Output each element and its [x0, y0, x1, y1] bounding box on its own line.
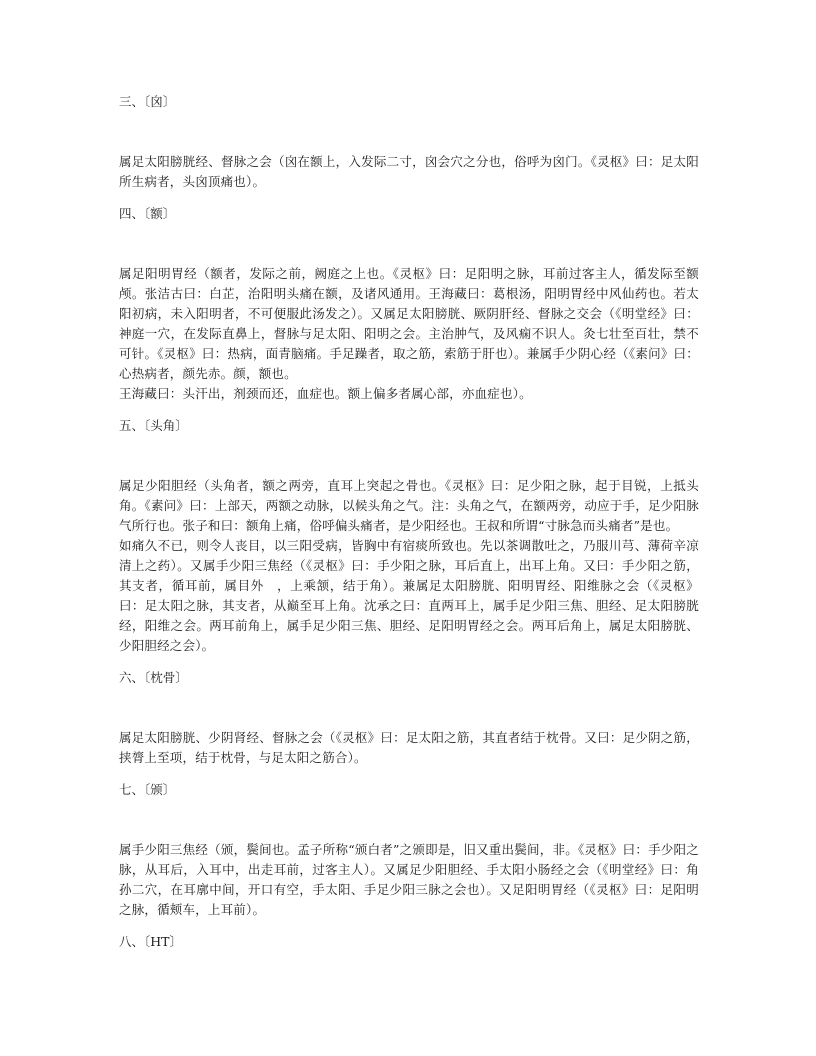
section-fontanel: [119, 92, 699, 204]
section-heading: 八、〔HT〕: [119, 934, 182, 949]
section-paragraph: 如痛久不已，则令人丧目，以三阳受病，皆胸中有宿痰所致也。先以茶调散吐之，乃服川芎、薄荷辛凉清上之药）。又属手少阳三焦经（《灵枢》曰：手少阳之脉，耳后直上，出耳上角。又曰：手少阳之筋，其支者，循耳前，属目外 ，上乘颔，结于角）。兼属足太阳膀胱、阳明胃经、阳维脉之会（《灵枢》曰：足太阳之脉，其支者，从巅至耳上角。沈承之曰：直两耳上，属手足少阳三焦、胆经、足太阳膀胱经，阳维之会。两耳前角上，属手足少阳三焦、胆经、足阳明胃经之会。两耳后角上，属足太阳膀胱、少阳胆经之会）。: [119, 538, 699, 653]
section-forehead: [119, 204, 699, 416]
section-paragraph: 属足太阳膀胱经、督脉之会（囟在额上，入发际二寸，囟会穴之分也，俗呼为囟门。《灵枢》曰：足太阳所生病者，头囟顶痛也）。: [119, 154, 699, 189]
section-ht: [119, 932, 699, 952]
section-paragraph: 属足太阳膀胱、少阴肾经、督脉之会（《灵枢》曰：足太阳之筋，其直者结于枕骨。又曰：足少阴之筋，挟膂上至项，结于枕骨，与足太阳之筋合）。: [119, 730, 699, 765]
section-paragraph: 属手少阳三焦经（颁，鬓间也。孟子所称“颁白者”之颁即是，旧又重出鬓间，非。《灵枢》曰：手少阳之脉，从耳后，入耳中，出走耳前，过客主人）。又属足少阳胆经、手太阳小肠经之会（《明堂经》曰：角孙二穴，在耳廓中间，开口有空，手太阳、手足少阳三脉之会也）。又足阳明胃经（《灵枢》曰：足阳明之脉，循颊车，上耳前）。: [119, 842, 699, 917]
document-page: [119, 92, 699, 952]
section-temple: [119, 780, 699, 932]
section-occipital: [119, 668, 699, 780]
section-heading: 七、〔颁〕: [119, 782, 176, 797]
section-heading: 六、〔枕骨〕: [119, 670, 188, 685]
section-heading: 四、〔额〕: [119, 206, 176, 221]
section-paragraph: 属足阳明胃经（额者，发际之前，阙庭之上也。《灵枢》曰：足阳明之脉，耳前过客主人，循发际至额颅。张洁古曰：白芷，治阳明头痛在额，及诸风通用。王海藏曰：葛根汤，阳明胃经中风仙药也。若太阳初病，未入阳明者，不可便服此汤发之）。又属足太阳膀胱、厥阴肝经、督脉之交会（《明堂经》曰：神庭一穴，在发际直鼻上，督脉与足太阳、阳明之会。主治肿气，及风痫不识人。灸七壮至百壮，禁不可针。《灵枢》曰：热病，面青脑痛。手足躁者，取之筋，索筋于肝也）。兼属手少阴心经（《素问》曰：心热病者，颜先赤。颜，额也。: [119, 266, 699, 381]
section-heading: 五、〔头角〕: [119, 418, 188, 433]
section-paragraph: 属足少阳胆经（头角者，额之两旁，直耳上突起之骨也。《灵枢》曰：足少阳之脉，起于目锐，上抵头角。《素问》曰：上部天，两额之动脉，以候头角之气。注：头角之气，在额两旁，动应于手，足少阳脉气所行也。张子和曰：额角上痛，俗呼偏头痛者，是少阳经也。王叔和所谓“寸脉急而头痛者”是也。: [119, 478, 699, 533]
section-paragraph: 王海藏曰：头汗出，剂颈而还，血症也。额上偏多者属心部，亦血症也）。: [119, 386, 532, 401]
section-head-corner: [119, 416, 699, 668]
section-heading: 三、〔囟〕: [119, 94, 176, 109]
